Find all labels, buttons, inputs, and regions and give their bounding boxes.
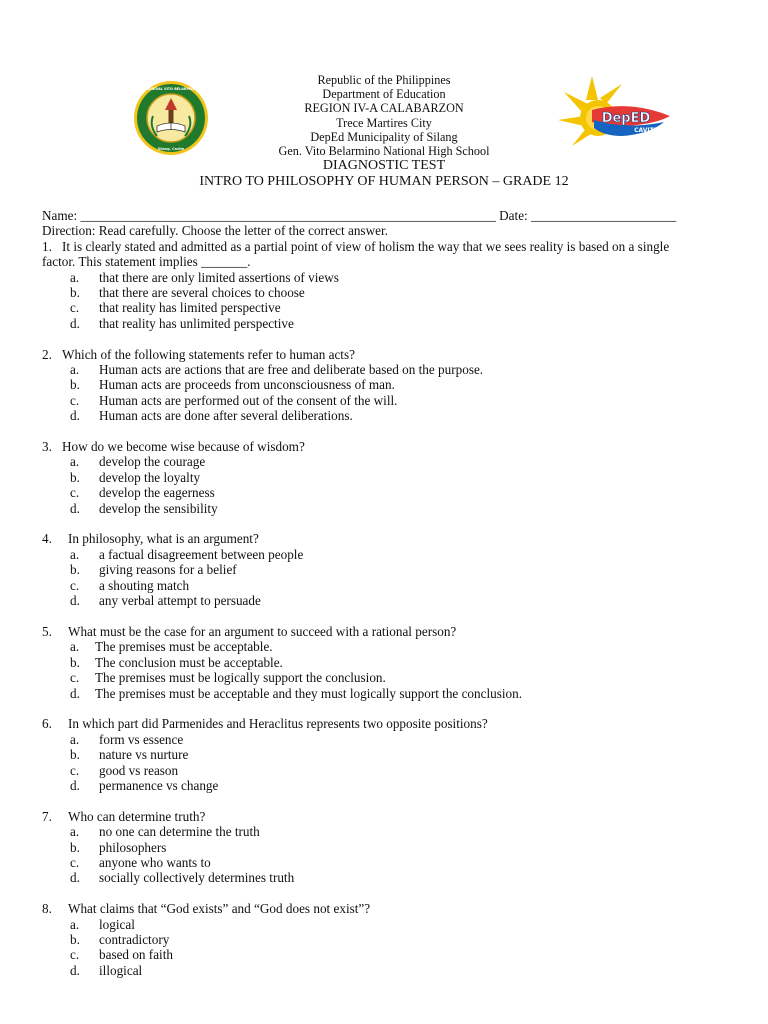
option-text: socially collectively determines truth (99, 870, 295, 886)
option-d (70, 870, 742, 885)
option-b (70, 285, 742, 300)
header-line: Gen. Vito Belarmino National High School (278, 144, 490, 159)
date-blank: ______________________ (531, 208, 677, 223)
option-text: that there are several choices to choose (99, 285, 305, 301)
option-a (70, 362, 742, 377)
option-letter: d. (70, 593, 80, 609)
option-letter: c. (70, 670, 80, 686)
question-2 (42, 347, 742, 424)
option-text: Human acts are done after several deliberations. (99, 408, 353, 424)
options-list (42, 732, 742, 794)
option-letter: a. (70, 454, 80, 470)
option-c (70, 855, 742, 870)
option-letter: b. (70, 839, 80, 855)
svg-text:DepED: DepED (601, 111, 651, 126)
option-a (70, 824, 742, 839)
option-letter: c. (70, 392, 80, 408)
option-letter: a. (70, 362, 80, 378)
option-text: develop the eagerness (99, 485, 215, 501)
options-list (42, 639, 742, 701)
question-line: How do we become wise because of wisdom? (62, 439, 305, 455)
option-d (70, 963, 742, 978)
option-text: Human acts are proceeds from unconsciousness of man. (99, 377, 395, 393)
option-text: The premises must be acceptable. (95, 639, 273, 655)
option-text: that there are only limited assertions of views (99, 269, 339, 285)
option-b (70, 747, 742, 762)
option-d (70, 593, 742, 608)
subject-title: INTRO TO PHILOSOPHY OF HUMAN PERSON – GRADE 12 (199, 174, 569, 190)
option-letter: a. (70, 639, 80, 655)
option-b (70, 562, 742, 577)
option-letter: b. (70, 654, 80, 670)
question-4 (42, 531, 742, 608)
option-letter: a. (70, 546, 80, 562)
option-text: any verbal attempt to persuade (99, 593, 261, 609)
svg-text:CAVITE: CAVITE (634, 127, 658, 134)
question-text (42, 239, 742, 254)
option-text: illogical (99, 962, 143, 978)
option-text: develop the loyalty (99, 469, 201, 485)
question-8 (42, 901, 742, 978)
header-line: Department of Education (322, 87, 446, 102)
option-letter: d. (70, 777, 80, 793)
date-label: Date: (495, 208, 532, 223)
option-b (70, 840, 742, 855)
question-number: 1. (42, 238, 52, 254)
option-text: anyone who wants to (99, 854, 211, 870)
question-line: Which of the following statements refer to human acts? (62, 346, 355, 362)
option-letter: b. (70, 562, 80, 578)
option-c (70, 578, 742, 593)
option-c (70, 393, 742, 408)
option-text: no one can determine the truth (99, 824, 260, 840)
question-line: In philosophy, what is an argument? (68, 531, 259, 547)
option-d (70, 501, 742, 516)
svg-text:Silang, Cavite: Silang, Cavite (157, 147, 185, 151)
option-letter: d. (70, 962, 80, 978)
question-1 (42, 239, 742, 331)
option-letter: c. (70, 947, 80, 963)
question-line: What claims that “God exists” and “God does not exist”? (68, 901, 371, 917)
option-b (70, 470, 742, 485)
option-text: develop the sensibility (99, 500, 218, 516)
question-text (42, 531, 742, 546)
option-d (70, 408, 742, 423)
option-letter: d. (70, 500, 80, 516)
option-b (70, 655, 742, 670)
option-letter: c. (70, 577, 80, 593)
option-letter: a. (70, 824, 80, 840)
name-date-line (42, 208, 742, 223)
question-number: 2. (42, 346, 52, 362)
svg-text:GENERAL VITO BELARMINO: GENERAL VITO BELARMINO (145, 87, 197, 91)
options-list (42, 454, 742, 516)
question-line: What must be the case for an argument to succeed with a rational person? (68, 623, 457, 639)
name-label: Name: (42, 208, 81, 223)
option-letter: b. (70, 285, 80, 301)
option-a (70, 732, 742, 747)
option-letter: d. (70, 408, 80, 424)
option-text: that reality has unlimited perspective (99, 315, 294, 331)
options-list (42, 270, 742, 332)
option-d (70, 686, 742, 701)
option-letter: b. (70, 931, 80, 947)
option-letter: d. (70, 685, 80, 701)
question-3 (42, 439, 742, 516)
option-d (70, 778, 742, 793)
question-line: Who can determine truth? (68, 808, 206, 824)
question-text (42, 624, 742, 639)
option-b (70, 377, 742, 392)
question-line: It is clearly stated and admitted as a partial point of view of holism the way that we sees reality is based on a single (62, 238, 670, 254)
option-text: a factual disagreement between people (99, 546, 304, 562)
option-letter: c. (70, 300, 80, 316)
option-c (70, 763, 742, 778)
question-number: 8. (42, 901, 52, 917)
option-text: philosophers (99, 839, 167, 855)
option-text: good vs reason (99, 762, 179, 778)
option-letter: a. (70, 269, 80, 285)
option-letter: c. (70, 485, 80, 501)
option-c (70, 670, 742, 685)
header-line: DepEd Municipality of Silang (310, 129, 458, 144)
option-letter: b. (70, 469, 80, 485)
options-list (42, 917, 742, 979)
option-text: logical (99, 916, 135, 932)
option-text: Human acts are performed out of the consent of the will. (99, 392, 398, 408)
question-text (42, 809, 742, 824)
question-number: 7. (42, 808, 52, 824)
question-text (42, 347, 742, 362)
option-a (70, 547, 742, 562)
document-header (0, 73, 768, 190)
option-a (70, 639, 742, 654)
question-6 (42, 716, 742, 793)
header-line: Trece Martires City (336, 115, 432, 130)
option-letter: d. (70, 315, 80, 331)
option-c (70, 485, 742, 500)
option-text: form vs essence (99, 731, 184, 747)
question-7 (42, 809, 742, 886)
option-text: Human acts are actions that are free and deliberate based on the purpose. (99, 362, 484, 378)
option-text: The premises must be acceptable and they must logically support the conclusion. (95, 685, 523, 701)
option-a (70, 270, 742, 285)
option-c (70, 947, 742, 962)
question-line: In which part did Parmenides and Heraclitus represents two opposite positions? (68, 716, 488, 732)
option-a (70, 917, 742, 932)
question-text (42, 901, 742, 916)
option-text: permanence vs change (99, 777, 219, 793)
option-letter: b. (70, 747, 80, 763)
question-text (42, 716, 742, 731)
options-list (42, 362, 742, 424)
name-blank: _______________________________________________________________ (80, 208, 496, 223)
header-line: Republic of the Philippines (317, 73, 451, 87)
question-number: 3. (42, 439, 52, 455)
option-a (70, 454, 742, 469)
option-letter: a. (70, 916, 80, 932)
option-text: contradictory (99, 931, 170, 947)
option-text: giving reasons for a belief (99, 562, 237, 578)
option-d (70, 316, 742, 331)
question-number: 6. (42, 716, 52, 732)
direction-text: Direction: Read carefully. Choose the letter of the correct answer. (42, 223, 388, 239)
option-text: based on faith (99, 947, 173, 963)
option-letter: c. (70, 762, 80, 778)
option-text: develop the courage (99, 454, 206, 470)
test-title: DIAGNOSTIC TEST (322, 158, 446, 174)
header-line: REGION IV-A CALABARZON (304, 101, 464, 116)
test-body (42, 208, 742, 994)
question-5 (42, 624, 742, 701)
option-text: that reality has limited perspective (99, 300, 281, 316)
option-b (70, 932, 742, 947)
option-text: The conclusion must be acceptable. (95, 654, 283, 670)
option-text: a shouting match (99, 577, 190, 593)
option-text: nature vs nurture (99, 747, 189, 763)
option-letter: b. (70, 377, 80, 393)
options-list (42, 547, 742, 609)
options-list (42, 824, 742, 886)
option-text: The premises must be logically support the conclusion. (95, 670, 386, 686)
option-letter: c. (70, 854, 80, 870)
question-text (42, 439, 742, 454)
option-letter: d. (70, 870, 80, 886)
option-letter: a. (70, 731, 80, 747)
question-number: 5. (42, 623, 52, 639)
question-line: factor. This statement implies _______. (42, 254, 251, 270)
option-c (70, 300, 742, 315)
question-number: 4. (42, 531, 52, 547)
